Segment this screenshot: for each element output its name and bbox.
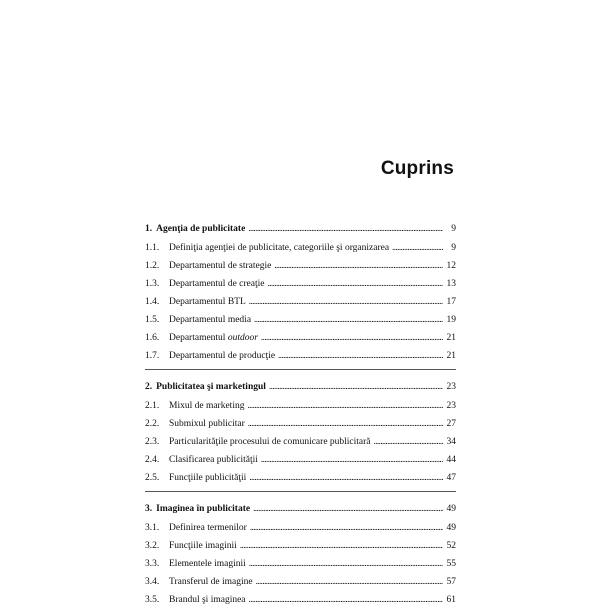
entry-page-number: 23 [446,401,456,411]
toc-entry-3-5[interactable] [145,590,456,608]
entry-title: Departamentul de strategie [169,261,272,271]
dot-leader [250,518,443,537]
entry-title: Definiţia agenţiei de publicitate, categoriile şi organizarea [169,243,390,253]
entry-number: 1.2. [145,261,160,271]
toc-section-3 [145,491,456,608]
toc-entry-1-4[interactable] [145,292,456,310]
entry-page-number: 47 [446,473,456,483]
toc-entry-2-1[interactable] [145,396,456,414]
dot-leader [269,377,443,396]
chapter-page-number: 23 [446,382,456,392]
entry-page-number: 27 [446,419,456,429]
entry-page-number: 61 [446,595,456,605]
entry-number: 3.4. [145,577,160,587]
entry-page-number: 12 [446,261,456,271]
dot-leader [261,450,443,469]
dot-leader [278,346,443,365]
toc-entry-2-5[interactable] [145,468,456,486]
toc-entry-3-1[interactable] [145,518,456,536]
dot-leader [249,554,443,573]
entry-page-number: 21 [446,333,456,343]
dot-leader [267,274,443,293]
entry-number: 3.3. [145,559,160,569]
entry-number: 1.4. [145,297,160,307]
toc-entry-2-3[interactable] [145,432,456,450]
entry-page-number: 19 [446,315,456,325]
toc-entry-3-4[interactable] [145,572,456,590]
entry-number: 2.5. [145,473,160,483]
entry-number: 1.1. [145,243,160,253]
toc-entry-1-2[interactable] [145,256,456,274]
dot-leader [392,238,443,257]
entry-page-number: 57 [446,577,456,587]
entry-page-number: 9 [451,243,456,253]
chapter-page-number: 9 [451,224,456,234]
toc-section-2 [145,369,456,486]
entry-title: Transferul de imagine [169,577,253,587]
entry-title-italic: outdoor [227,333,258,343]
entry-title: Elementele imaginii [169,559,246,569]
entry-page-number: 44 [446,455,456,465]
dot-leader [248,219,443,238]
entry-number: 1.3. [145,279,160,289]
dot-leader [374,432,443,451]
entry-number: 1.5. [145,315,160,325]
page-title: Cuprins [380,158,454,179]
entry-title: Departamentul de producţie [169,351,276,361]
dot-leader [261,328,443,347]
toc-chapter-1[interactable] [145,219,456,238]
toc-chapter-2[interactable] [145,377,456,396]
dot-leader [248,414,443,433]
entry-number: 3.2. [145,541,160,551]
entry-number: 2.4. [145,455,160,465]
entry-number: 1.7. [145,351,160,361]
toc-entry-1-3[interactable] [145,274,456,292]
entry-number: 3.1. [145,523,160,533]
entry-number: 2.3. [145,437,160,447]
toc-entry-1-6[interactable] [145,328,456,346]
toc-entry-3-3[interactable] [145,554,456,572]
toc-section-1 [145,219,456,364]
entry-title [169,329,258,347]
entry-number: 2.2. [145,419,160,429]
entry-number: 1.6. [145,333,160,343]
entry-page-number: 13 [446,279,456,289]
entry-title: Definirea termenilor [169,523,247,533]
table-of-contents [145,219,456,608]
entry-page-number: 55 [446,559,456,569]
entry-title: Clasificarea publicităţii [169,455,258,465]
entry-page-number: 49 [446,523,456,533]
entry-page-number: 52 [446,541,456,551]
toc-entry-1-1[interactable] [145,238,456,256]
toc-entry-1-5[interactable] [145,310,456,328]
entry-title: Departamentul de creaţie [169,279,265,289]
toc-entry-2-4[interactable] [145,450,456,468]
entry-page-number: 17 [446,297,456,307]
chapter-title: Publicitatea şi marketingul [156,382,266,392]
entry-title: Departamentul BTL [169,297,246,307]
dot-leader [240,536,443,555]
entry-title: Funcţiile publicităţii [169,473,247,483]
dot-leader [256,572,443,591]
dot-leader [254,310,443,329]
toc-entry-3-2[interactable] [145,536,456,554]
entry-number: 3.5. [145,595,160,605]
entry-title: Funcţiile imaginii [169,541,237,551]
chapter-number: 3. [145,504,153,514]
chapter-page-number: 49 [446,504,456,514]
chapter-number: 1. [145,224,153,234]
entry-title: Submixul publicitar [169,419,245,429]
toc-entry-1-7[interactable] [145,346,456,364]
dot-leader [249,468,443,487]
entry-title-prefix: Departamentul [169,333,228,343]
entry-title: Particularităţile procesului de comunicare publicitară [169,437,371,447]
chapter-title: Imaginea în publicitate [156,504,251,514]
entry-number: 2.1. [145,401,160,411]
dot-leader [247,396,443,415]
dot-leader [249,292,443,311]
dot-leader [253,499,443,518]
chapter-number: 2. [145,382,153,392]
entry-page-number: 34 [446,437,456,447]
chapter-title: Agenţia de publicitate [156,224,246,234]
entry-page-number: 21 [446,351,456,361]
dot-leader [274,256,443,275]
entry-title: Departamentul media [169,315,252,325]
toc-entry-2-2[interactable] [145,414,456,432]
entry-title: Brandul şi imaginea [169,595,246,605]
toc-chapter-3[interactable] [145,499,456,518]
entry-title: Mixul de marketing [169,401,245,411]
